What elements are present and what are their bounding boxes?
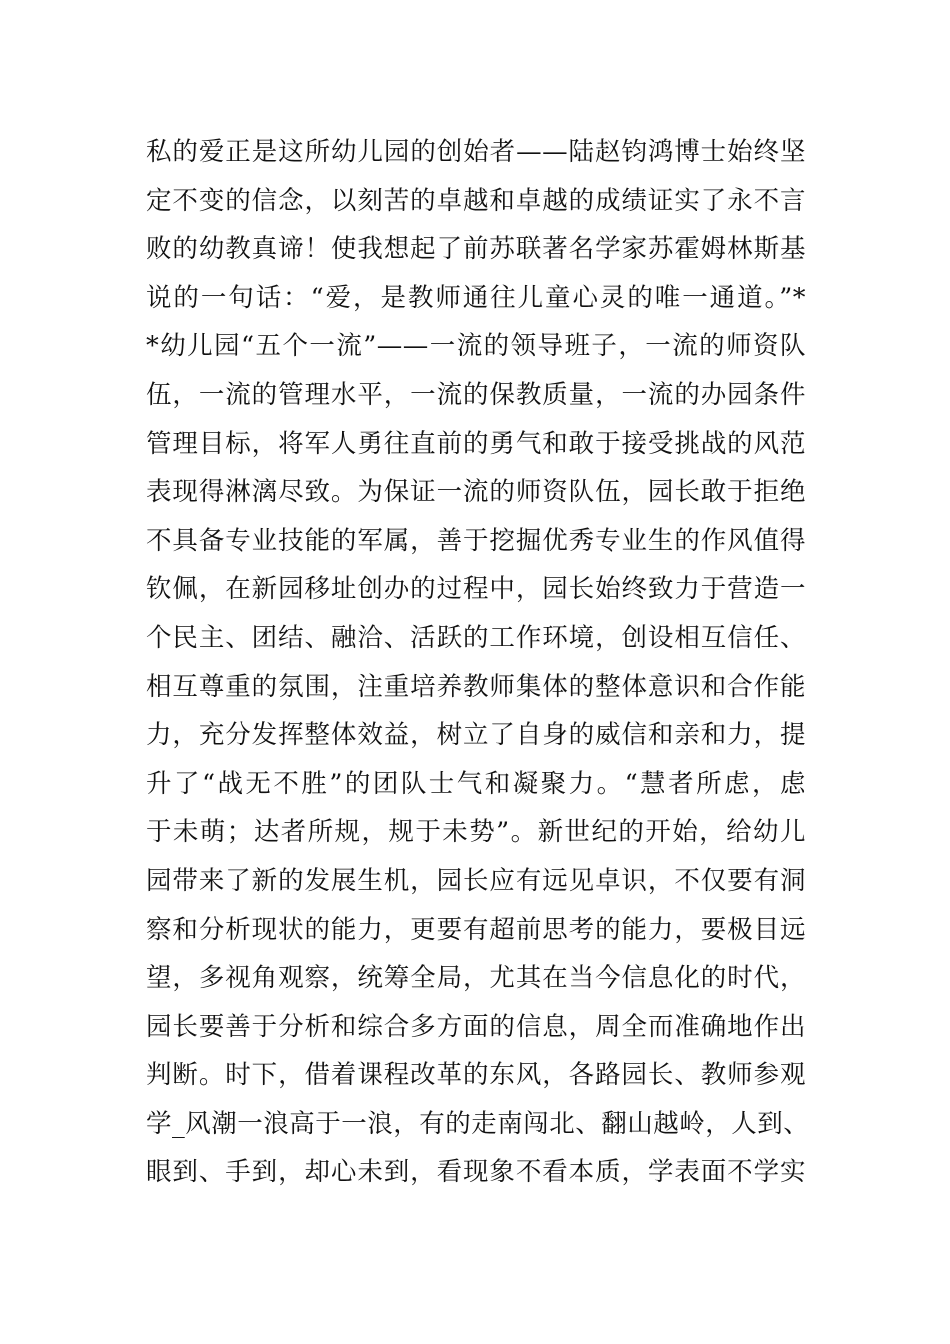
text-line: 望，多视角观察，统筹全局，尤其在当今信息化的时代， [146,963,806,994]
body-text [146,128,810,1197]
text-line: 败的幼教真谛！使我想起了前苏联著名学家苏霍姆林斯基 [146,234,806,265]
text-line: 于未萌；达者所规，规于未势”。新世纪的开始，给幼儿 [146,817,806,848]
text-line: 眼到、手到，却心未到，看现象不看本质，学表面不学实 [146,1157,806,1188]
text-line: *幼儿园“五个一流”——一流的领导班子，一流的师资队 [146,331,806,362]
text-line: 相互尊重的氛围，注重培养教师集体的整体意识和合作能 [146,671,806,702]
text-line: 个民主、团结、融洽、活跃的工作环境，创设相互信任、 [146,622,806,653]
text-line: 私的爱正是这所幼儿园的创始者——陆赵钧鸿博士始终坚 [146,137,806,167]
text-line: 学_风潮一浪高于一浪，有的走南闯北、翻山越岭，人到、 [146,1108,810,1139]
text-line: 力，充分发挥整体效益，树立了自身的威信和亲和力，提 [146,720,806,751]
text-line: 说的一句话：“爱，是教师通往儿童心灵的唯一通道。”* [146,282,806,313]
text-line: 察和分析现状的能力，更要有超前思考的能力，要极目远 [146,914,806,945]
text-line: 伍，一流的管理水平，一流的保教质量，一流的办园条件 [146,379,806,410]
text-line: 定不变的信念，以刻苦的卓越和卓越的成绩证实了永不言 [146,185,806,216]
text-line: 表现得淋漓尽致。为保证一流的师资队伍，园长敢于拒绝 [146,477,806,508]
text-line: 不具备专业技能的军属，善于挖掘优秀专业生的作风值得 [146,525,806,556]
text-line: 园长要善于分析和综合多方面的信息，周全而准确地作出 [146,1011,806,1042]
text-line: 管理目标，将军人勇往直前的勇气和敢于接受挑战的风范 [146,428,806,459]
text-line: 升了“战无不胜”的团队士气和凝聚力。“慧者所虑，虑 [146,768,806,799]
text-line: 判断。时下，借着课程改革的东风，各路园长、教师参观 [146,1060,806,1091]
text-line: 园带来了新的发展生机，园长应有远见卓识，不仅要有洞 [146,865,806,896]
text-line: 钦佩，在新园移址创办的过程中，园长始终致力于营造一 [146,574,806,605]
